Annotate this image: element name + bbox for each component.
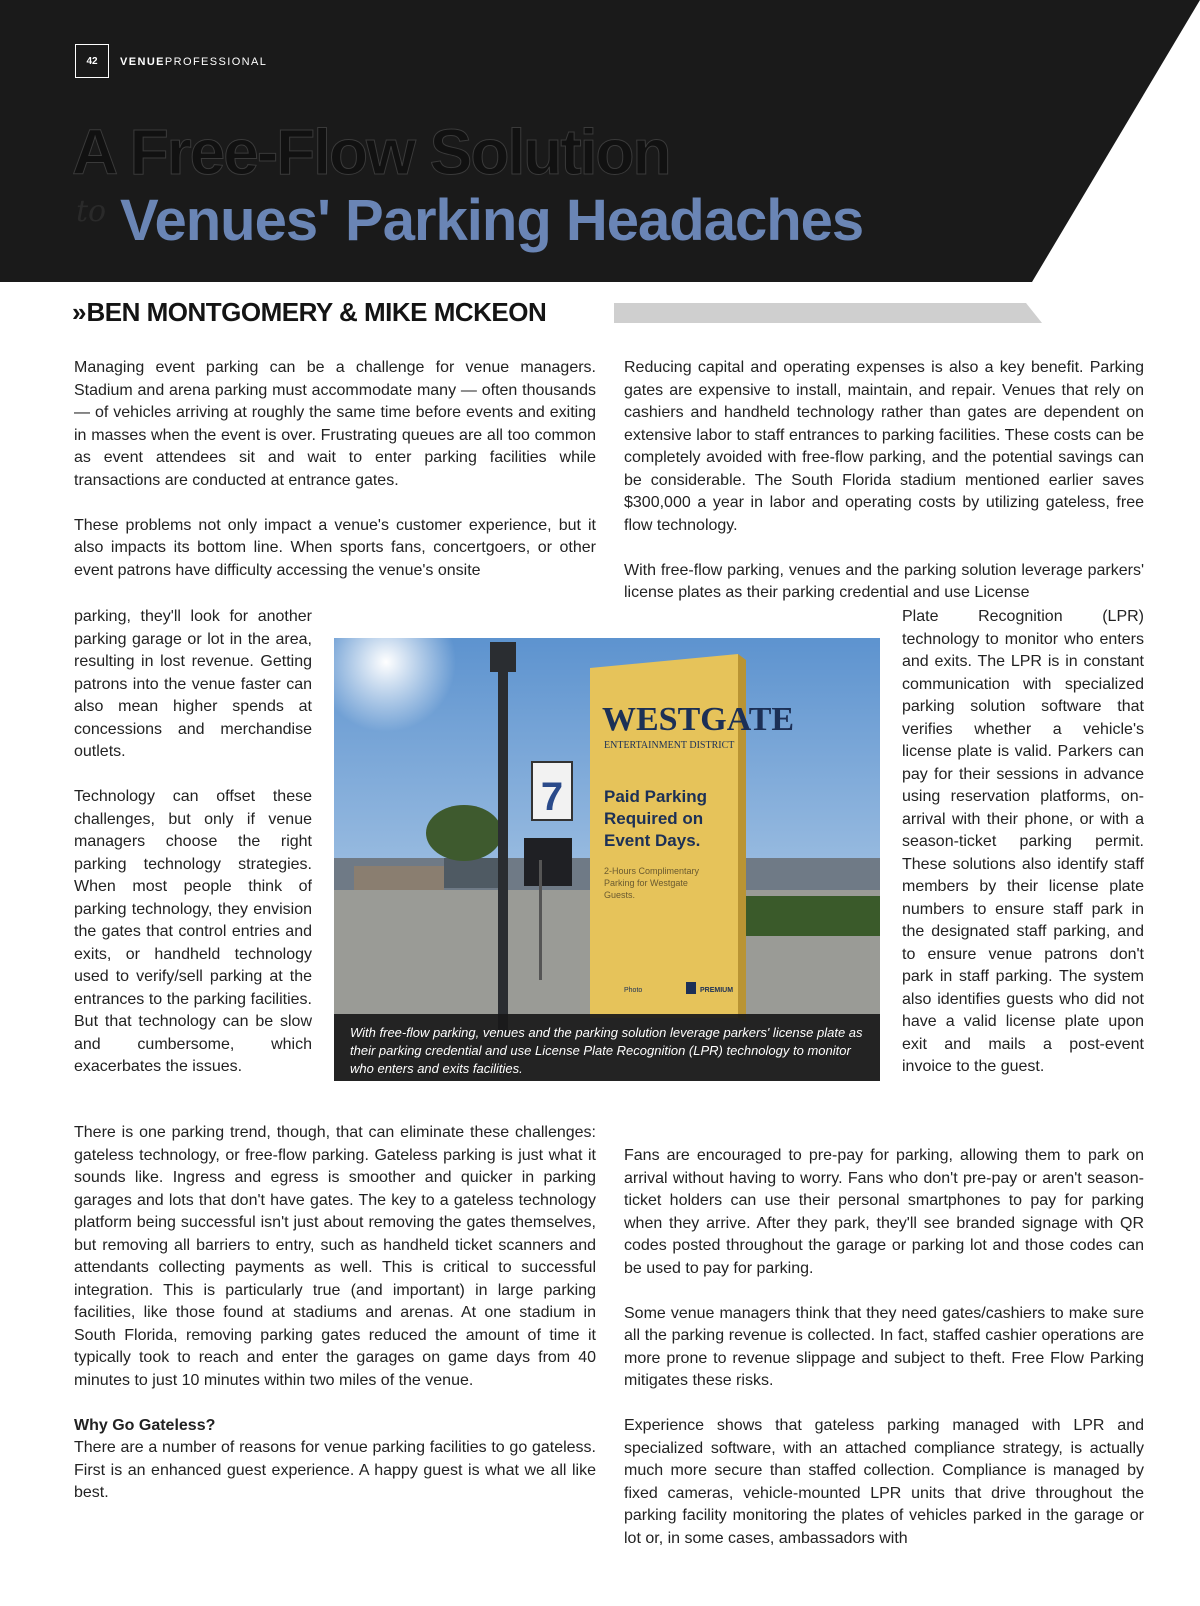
magazine-name <box>120 55 267 69</box>
paragraph: Plate Recognition (LPR) technology to monitor who enters and exits. The LPR is in constant communication with specialized parking solution software that verifies whether a vehicle's license plate is valid. Parkers can pay for their sessions in advance using reservation platforms, on-arrival with their phone, or with a season-ticket parking permit. These solutions also identify staff members by their license plate numbers to ensure staff park in the designated staff parking, and to ensure venue patrons don't park in staff parking. The system also identifies guests who did not have a valid license plate upon exit and mails a post-event invoice to the guest. <box>902 608 1144 1075</box>
sign-photo-label: Photo <box>624 987 643 994</box>
left-column-wrap <box>74 606 312 1101</box>
magazine-name-bold: VENUE <box>120 56 165 68</box>
byline <box>72 294 546 330</box>
paragraph: Fans are encouraged to pre-pay for parking, allowing them to park on arrival without having to worry. Fans who don't pre-pay or aren't season-ticket holders can use their personal smartphones to pay for parking when they arrive. After they park, they'll see branded signage with QR codes posted throughout the garage or parking lot and those codes can be used to pay for parking. <box>624 1147 1144 1277</box>
section-heading: Why Go Gateless? <box>74 1416 216 1434</box>
sign-sub-2: Parking for Westgate <box>604 878 688 888</box>
byline-authors: BEN MONTGOMERY & MIKE MCKEON <box>86 296 547 327</box>
paragraph: Experience shows that gateless parking managed with LPR and specialized software, with an attached compliance strategy, is actually much more secure than staffed collection. Compliance is managed by fixed cameras, vehicle-mounted LPR units that drive throughout the parking facility monitoring the plates of vehicles parked in the garage or lot or, in some cases, ambassadors with <box>624 1417 1144 1547</box>
byline-divider-bar <box>614 303 1042 323</box>
article-photo <box>334 638 880 1081</box>
right-column-bottom <box>624 1145 1144 1573</box>
paragraph: Some venue managers think that they need gates/cashiers to make sure all the parking revenue is collected. In fact, staffed cashier operations are more prone to revenue slippage and subject to theft. Free Flow Parking mitigates these risks. <box>624 1304 1144 1389</box>
sign-sub-1: 2-Hours Complimentary <box>604 866 700 876</box>
article-title-to: to <box>76 194 107 229</box>
article-title-line1: A Free-Flow Solution <box>72 116 670 188</box>
article-title-line2: Venues' Parking Headaches <box>120 188 864 253</box>
post-number: 7 <box>540 775 564 819</box>
paragraph: Managing event parking can be a challenge for venue managers. Stadium and arena parking must accommodate many — often thousands — of vehicles arriving at roughly the same time before events and exiting in masses when the event is over. Frustrating queues are all too common as event attendees sit and wait to enter parking facilities while transactions are conducted at entrance gates. <box>74 359 596 489</box>
right-column-wrap <box>902 606 1144 1101</box>
sign-brand: WESTGATE <box>602 701 795 738</box>
photo-caption-bar <box>334 1014 880 1081</box>
photo-caption: With free-flow parking, venues and the parking solution leverage parkers' license plate as their parking credential and use License Plate Recognition (LPR) technology to monitor who enters and exits facilities. <box>350 1025 863 1076</box>
sign-premium-label: PREMIUM <box>700 987 734 994</box>
paragraph: Reducing capital and operating expenses is also a key benefit. Parking gates are expensive to install, maintain, and repair. Venues that rely on cashiers and handheld technology rather than gates are dependent on extensive labor to staff entrances to parking facilities. These costs can be completely avoided with free-flow parking, and the potential savings can be considerable. The South Florida stadium mentioned earlier saves $300,000 a year in labor and operating costs by utilizing gateless, free flow technology. <box>624 359 1144 534</box>
left-column-top <box>74 357 596 582</box>
chevron-right-icon: » <box>72 296 81 327</box>
paragraph: parking, they'll look for another parking garage or lot in the area, resulting in lost revenue. Getting patrons into the venue faster can also mean higher spends at concessions and merchandise outlets. <box>74 608 312 760</box>
paragraph: There are a number of reasons for venue parking facilities to go gateless. First is an enhanced guest experience. A happy guest is what we all like best. <box>74 1439 596 1501</box>
page-number: 42 <box>75 44 109 78</box>
sign-sub-3: Guests. <box>604 890 636 900</box>
sign-headline-2: Required on <box>604 809 704 828</box>
sign-district: ENTERTAINMENT DISTRICT <box>604 740 735 751</box>
paragraph: With free-flow parking, venues and the parking solution leverage parkers' license plates as their parking credential and use License <box>624 561 1144 601</box>
sign-headline-3: Event Days. <box>604 831 701 850</box>
paragraph: These problems not only impact a venue's customer experience, but it also impacts its bottom line. When sports fans, concertgoers, or other event patrons have difficulty accessing the venue's onsite <box>74 516 596 579</box>
sign-headline-1: Paid Parking <box>604 787 707 806</box>
right-column-top <box>624 357 1144 605</box>
paragraph: Technology can offset these challenges, but only if venue managers choose the right parking technology strategies. When most people think of parking technology, they envision the gates that control entries and exits, or handheld technology used to verify/sell parking at the entrances to the parking facilities. But that technology can be slow and cumbersome, which exacerbates the issues. <box>74 788 312 1075</box>
magazine-name-rest: PROFESSIONAL <box>164 56 268 68</box>
paragraph: There is one parking trend, though, that can eliminate these challenges: gateless technology, or free-flow parking. Gateless parking is just what it sounds like. Ingress and egress is smoother and quicker in parking garages and lots that don't have gates. The key to a gateless technology platform being successful isn't just about removing the gates themselves, but removing all barriers to entry, such as handheld ticket scanners and attendants collecting payments as well. This is critical to successful integration. This is particularly true (and important) in large parking facilities, like those found at stadiums and arenas. At one stadium in South Florida, removing parking gates reduced the amount of time it typically took to reach and enter the garages on game days from 40 minutes to just 10 minutes within two miles of the venue. <box>74 1124 596 1389</box>
left-column-bottom <box>74 1122 596 1527</box>
